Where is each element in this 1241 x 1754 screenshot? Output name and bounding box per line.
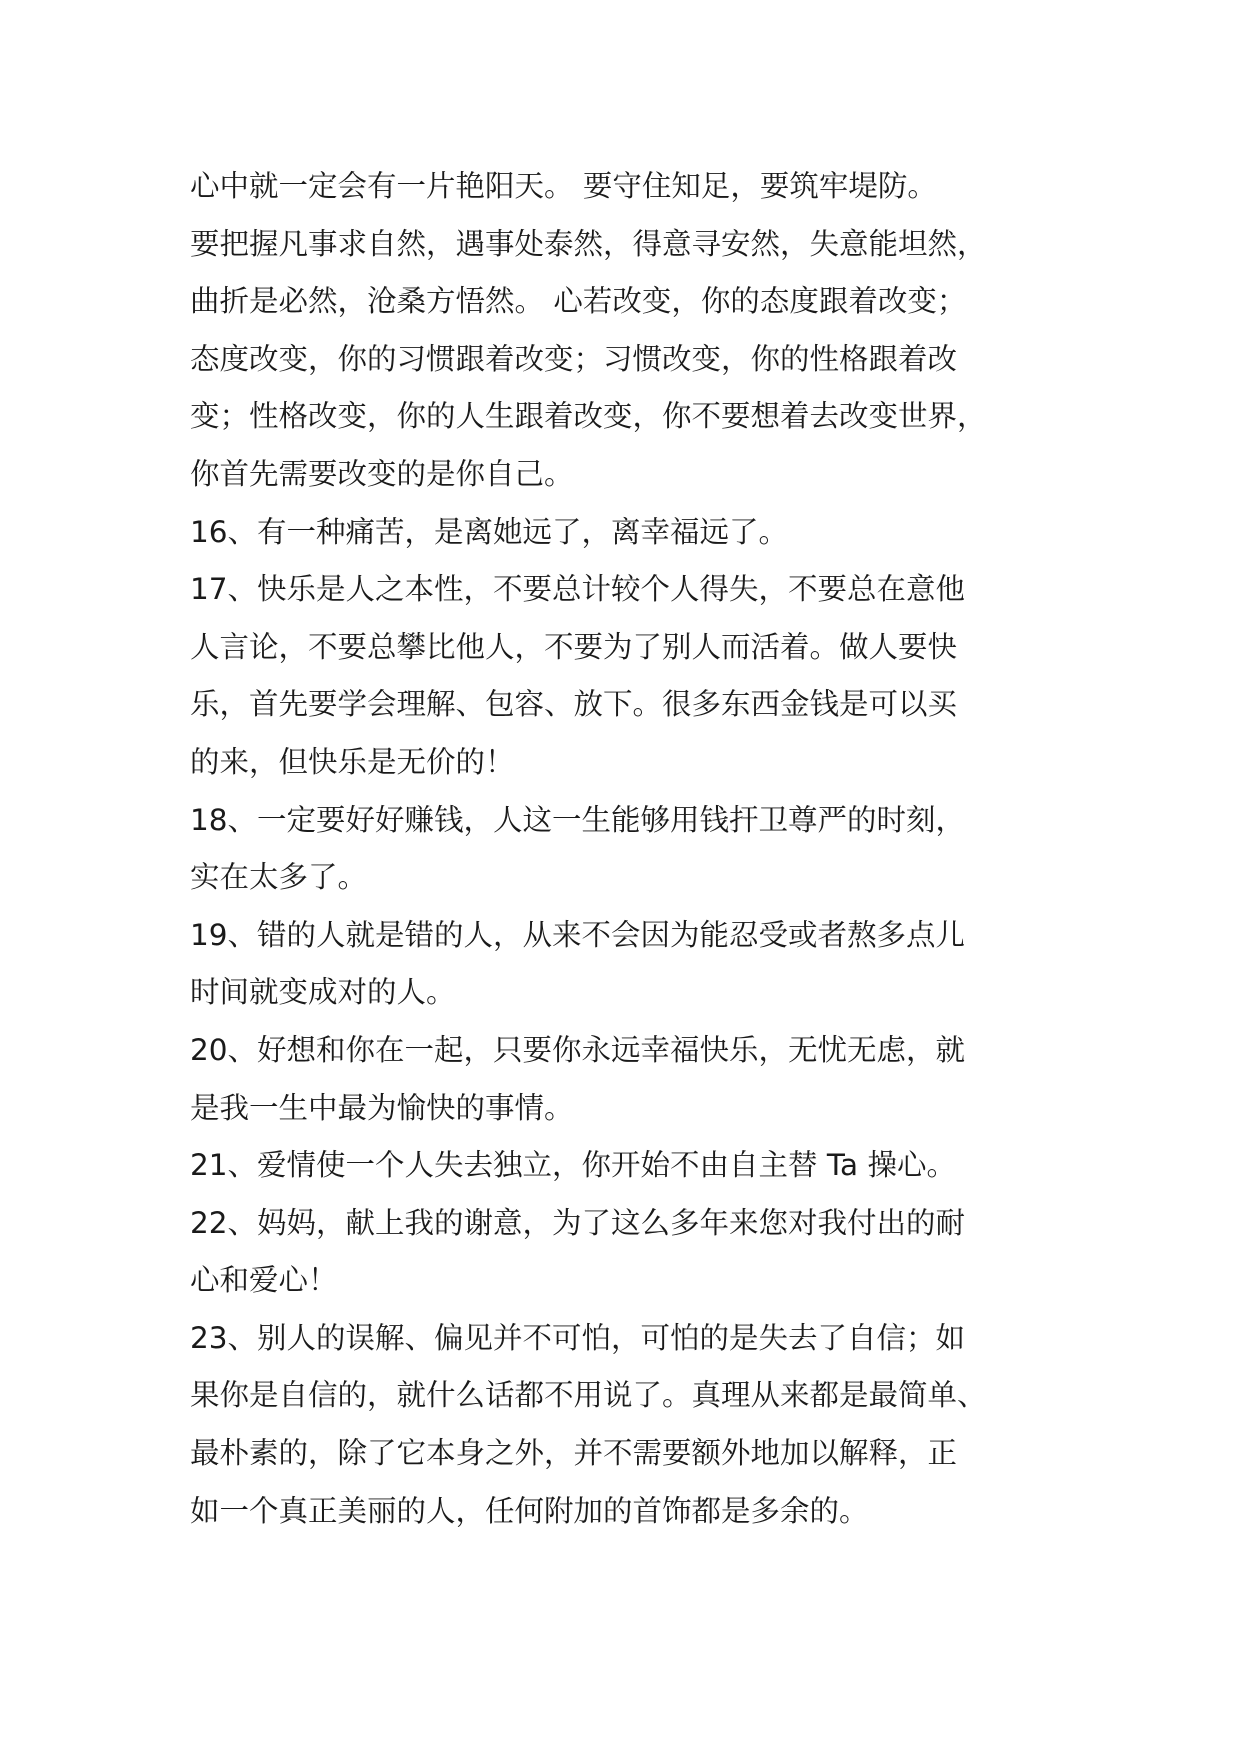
text-line: 如一个真正美丽的人，任何附加的首饰都是多余的。 bbox=[190, 1493, 869, 1528]
text-line: 21、爱情使一个人失去独立，你开始不由自主替 Ta 操心。 bbox=[190, 1148, 957, 1183]
text-line: 23、别人的误解、偏见并不可怕，可怕的是失去了自信；如 bbox=[190, 1320, 966, 1355]
text-line: 要把握凡事求自然，遇事处泰然，得意寻安然，失意能坦然， bbox=[190, 226, 987, 261]
text-line: 变；性格改变，你的人生跟着改变，你不要想着去改变世界， bbox=[190, 399, 987, 434]
text-line: 22、妈妈，献上我的谢意，为了这么多年来您对我付出的耐 bbox=[190, 1205, 966, 1240]
text-line: 乐，首先要学会理解、包容、放下。很多东西金钱是可以买 bbox=[190, 687, 958, 722]
text-line: 心中就一定会有一片艳阳天。 要守住知足，要筑牢堤防。 bbox=[190, 169, 937, 203]
text-line: 16、有一种痛苦，是离她远了，离幸福远了。 bbox=[190, 514, 789, 549]
text-line: 曲折是必然，沧桑方悟然。 心若改变，你的态度跟着改变； bbox=[190, 284, 967, 319]
text-line: 心和爱心！ bbox=[190, 1263, 338, 1298]
text-line: 你首先需要改变的是你自己。 bbox=[190, 456, 574, 491]
text-line: 17、快乐是人之本性，不要总计较个人得失，不要总在意他 bbox=[190, 572, 966, 607]
text-line: 人言论，不要总攀比他人，不要为了别人而活着。做人要快 bbox=[190, 629, 958, 664]
text-line: 态度改变，你的习惯跟着改变；习惯改变，你的性格跟着改 bbox=[190, 341, 958, 376]
text-line: 19、错的人就是错的人，从来不会因为能忍受或者熬多点儿 bbox=[190, 917, 966, 952]
text-line: 时间就变成对的人。 bbox=[190, 975, 456, 1010]
text-line: 18、一定要好好赚钱，人这一生能够用钱扞卫尊严的时刻， bbox=[190, 802, 966, 837]
body-text bbox=[190, 158, 1070, 1540]
text-line: 实在太多了。 bbox=[190, 860, 368, 895]
text-line: 的来，但快乐是无价的！ bbox=[190, 744, 515, 779]
text-line: 20、好想和你在一起，只要你永远幸福快乐，无忧无虑，就 bbox=[190, 1032, 966, 1067]
text-line: 果你是自信的，就什么话都不用说了。真理从来都是最简单、 bbox=[190, 1378, 987, 1413]
text-line: 最朴素的，除了它本身之外，并不需要额外地加以解释，正 bbox=[190, 1436, 958, 1471]
text-line: 是我一生中最为愉快的事情。 bbox=[190, 1090, 574, 1125]
